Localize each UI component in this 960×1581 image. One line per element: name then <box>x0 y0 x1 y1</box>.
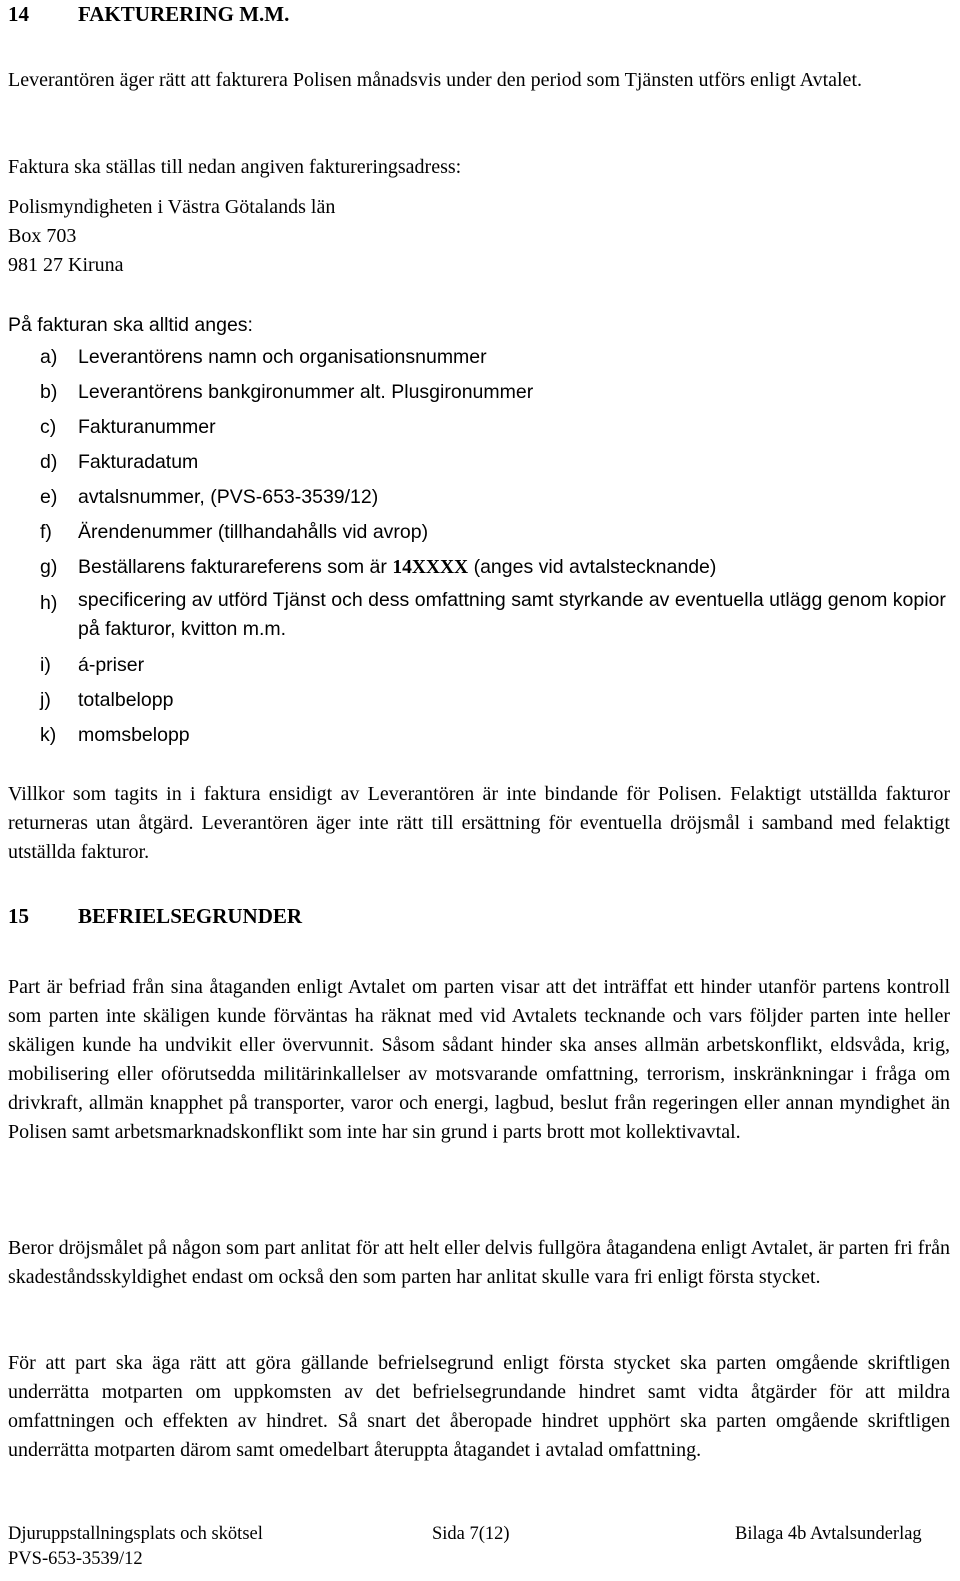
list-item-text-part: (anges vid avtalstecknande) <box>468 556 717 578</box>
section-title: BEFRIELSEGRUNDER <box>78 904 303 928</box>
list-item-text-part: Beställarens fakturareferens som är <box>78 556 393 578</box>
section-heading-15 <box>8 904 302 929</box>
list-intro: På fakturan ska alltid anges: <box>8 314 253 336</box>
list-item-label: i) <box>40 654 51 676</box>
list-item-label: c) <box>40 416 57 438</box>
list-item-text: Leverantörens bankgironummer alt. Plusgironummer <box>78 381 534 403</box>
list-item-label: h) <box>40 592 58 614</box>
list-item-label: b) <box>40 381 58 403</box>
footer-reference: PVS-653-3539/12 <box>8 1549 143 1569</box>
paragraph-force-majeure: Part är befriad från sina åtaganden enligt Avtalet om parten visar att det inträffat ett hinder utanför partens kontroll som parten inte skäligen kunde förväntas ha räknat med vid Avtalets tecknande och vars följder parten inte heller skäligen kunde ha undvikit eller övervunnit. Såsom sådant hinder ska anses allmän arbetskonflikt, eldsvåda, krig, mobilisering eller oförutsedda militärinkallelser av motsvarande omfattning, terrorism, inskränkningar i fråga om drivkraft, allmän knapphet på transporter, varor och energi, lagbud, beslut från regeringen eller annan myndighet än Polisen samt arbetsmarknadskonflikt som inte har sin grund i parts brott mot kollektivavtal. <box>8 976 950 1143</box>
footer-page-number: Sida 7(12) <box>432 1524 510 1544</box>
list-item-text: avtalsnummer, (PVS-653-3539/12) <box>78 486 379 508</box>
list-item-label: f) <box>40 521 52 543</box>
list-item-label: e) <box>40 486 58 508</box>
list-item-text: Fakturadatum <box>78 451 199 473</box>
section-title: FAKTURERING M.M. <box>78 2 290 26</box>
list-item-text: á-priser <box>78 654 145 676</box>
list-item-text: momsbelopp <box>78 724 190 746</box>
paragraph-invoice-conditions: Villkor som tagits in i faktura ensidigt av Leverantören är inte bindande för Polisen. Felaktigt utställda fakturor returneras utan åtgärd. Leverantören äger inte rätt till ersättning för eventuella dröjsmål i samband med felaktigt utställda fakturor. <box>8 783 950 863</box>
paragraph-notification: För att part ska äga rätt att göra gällande befrielsegrund enligt första stycket ska parten omgående skriftligen underrätta motparten om uppkomsten av det befrielsegrundande hindret samt vidta åtgärder för att mildra omfattningen och effekten av hindret. Så snart det åberopade hindret upphört ska parten omgående skriftligen underrätta motparten därom samt omedelbart återuppta åtagandet i avtalad omfattning. <box>8 1352 950 1461</box>
footer-appendix: Bilaga 4b Avtalsunderlag <box>735 1524 922 1544</box>
section-number: 15 <box>8 904 29 928</box>
list-item-text: Leverantörens namn och organisationsnummer <box>78 346 487 368</box>
list-item-label: j) <box>40 689 51 711</box>
footer-title: Djuruppstallningsplats och skötsel <box>8 1524 263 1544</box>
address-line-authority: Polismyndigheten i Västra Götalands län <box>8 196 336 218</box>
list-item-text <box>78 556 716 579</box>
list-item-label: g) <box>40 556 58 578</box>
paragraph-invoice-address-intro: Faktura ska ställas till nedan angiven faktureringsadress: <box>8 156 462 178</box>
list-item-text: Ärendenummer (tillhandahålls vid avrop) <box>78 521 429 543</box>
list-item-text: totalbelopp <box>78 689 174 711</box>
address-line-postcode: 981 27 Kiruna <box>8 254 124 276</box>
list-item-text: specificering av utförd Tjänst och dess omfattning samt styrkande av eventuella utlägg genom kopior på fakturor, kvitton m.m. <box>78 589 946 640</box>
list-item-label: k) <box>40 724 57 746</box>
reference-code: 14XXXX <box>392 557 469 578</box>
section-number: 14 <box>8 2 29 26</box>
paragraph-subcontractor-delay: Beror dröjsmålet på någon som part anlitat för att helt eller delvis fullgöra åtagandena enligt Avtalet, är parten fri från skadeståndsskyldighet endast om också den som parten har anlitat skulle vara fri enligt första stycket. <box>8 1237 950 1288</box>
list-item-text: Fakturanummer <box>78 416 216 438</box>
section-heading-14 <box>8 2 289 27</box>
list-item-label: a) <box>40 346 58 368</box>
paragraph-invoicing-right: Leverantören äger rätt att fakturera Polisen månadsvis under den period som Tjänsten utförs enligt Avtalet. <box>8 69 862 91</box>
list-item-label: d) <box>40 451 58 473</box>
address-line-box: Box 703 <box>8 225 77 247</box>
